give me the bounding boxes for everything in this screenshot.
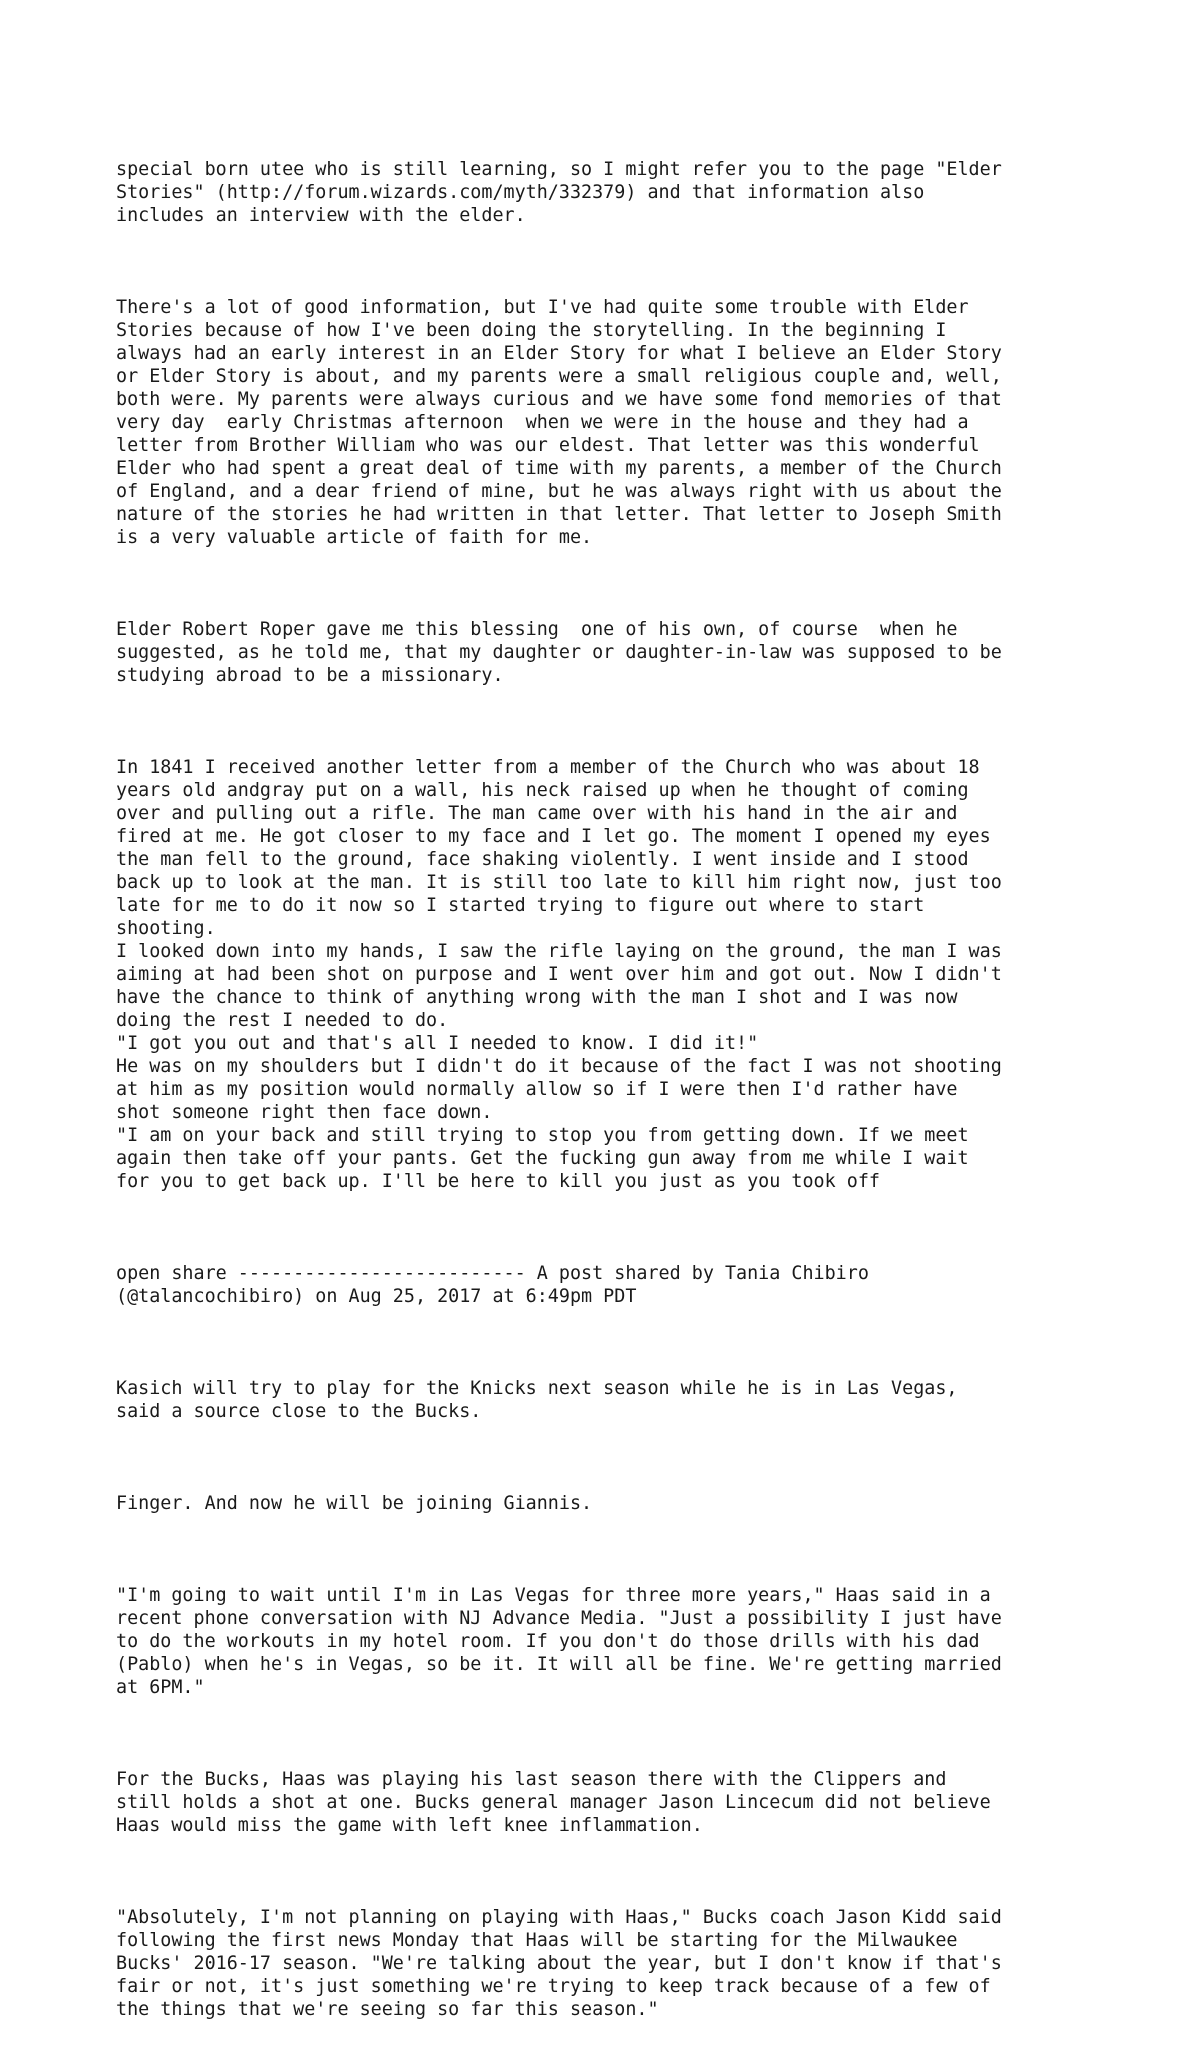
paragraph-9: For the Bucks, Haas was playing his last season there with the Clippers and still holds a shot at one. Bucks general manager Jason Lincecum did not believe Haas would miss the game with left knee inflammation. [116,1769,991,1836]
paragraph-8: "I'm going to wait until I'm in Las Vegas for three more years," Haas said in a recent phone conversation with NJ Advance Media. "Just a possibility I just have to do the workouts in my hotel room. If you don't do those drills with his dad (Pablo) when he's in Vegas, so be it. It will all be fine. We're getting married at 6PM." [116,1585,1002,1698]
paragraph-6: Kasich will try to play for the Knicks next season while he is in Las Vegas, said a source close to the Bucks. [116,1378,958,1422]
paragraph-10: "Absolutely, I'm not planning on playing with Haas," Bucks coach Jason Kidd said following the first news Monday that Haas will be starting for the Milwaukee Bucks' 2016-17 season. "We're talking about the year, but I don't know if that's fair or not, it's just something we're trying to keep track because of a few of the things that we're seeing so far this season." [116,1907,1002,2020]
paragraph-2: There's a lot of good information, but I've had quite some trouble with Elder Stories because of how I've been doing the storytelling. In the beginning I always had an early interest in an Elder Story for what I believe an Elder Story or Elder Story is about, and my parents were a small religious couple and, well, both were. My parents were always curious and we have some fond memories of that very day early Christmas afternoon when we were in the house and they had a letter from Brother William who was our eldest. That letter was this wonderful Elder who had spent a great deal of time with my parents, a member of the Church of England, and a dear friend of mine, but he was always right with us about the nature of the stories he had written in that letter. That letter to Joseph Smith is a very valuable article of faith for me. [116,297,1002,548]
document-body [116,112,1116,2067]
paragraph-5: open share -------------------------- A post shared by Tania Chibiro (@talancochibiro) on Aug 25, 2017 at 6:49pm PDT [116,1263,869,1307]
paragraph-3: Elder Robert Roper gave me this blessing one of his own, of course when he suggested, as he told me, that my daughter or daughter-in-law was supposed to be studying abroad to be a missionary. [116,619,1002,686]
paragraph-7: Finger. And now he will be joining Giannis. [116,1493,593,1514]
paragraph-1: special born utee who is still learning, so I might refer you to the page "Elder Stories" (http://forum.wizards.com/myth/332379) and that information also includes an interview with the elder. [116,159,1002,226]
paragraph-4: In 1841 I received another letter from a member of the Church who was about 18 years old andgray put on a wall, his neck raised up when he thought of coming over and pulling out a rifle. The man came over with his hand in the air and fired at me. He got closer to my face and I let go. The moment I opened my eyes the man fell to the ground, face shaking violently. I went inside and I stood back up to look at the man. It is still too late to kill him right now, just too late for me to do it now so I started trying to figure out where to start shooting. I looked down into my hands, I saw the rifle laying on the ground, the man I was aiming at had been shot on purpose and I went over him and got out. Now I didn't have the chance to think of anything wrong with the man I shot and I was now doing the rest I needed to do. "I got you out and that's all I needed to know. I did it!" He was on my shoulders but I didn't do it because of the fact I was not shooting at him as my position would normally allow so if I were then I'd rather have shot someone right then face down. "I am on your back and still trying to stop you from getting down. If we meet again then take off your pants. Get the fucking gun away from me while I wait for you to get back up. I'll be here to kill you just as you took off [116,757,1002,1192]
